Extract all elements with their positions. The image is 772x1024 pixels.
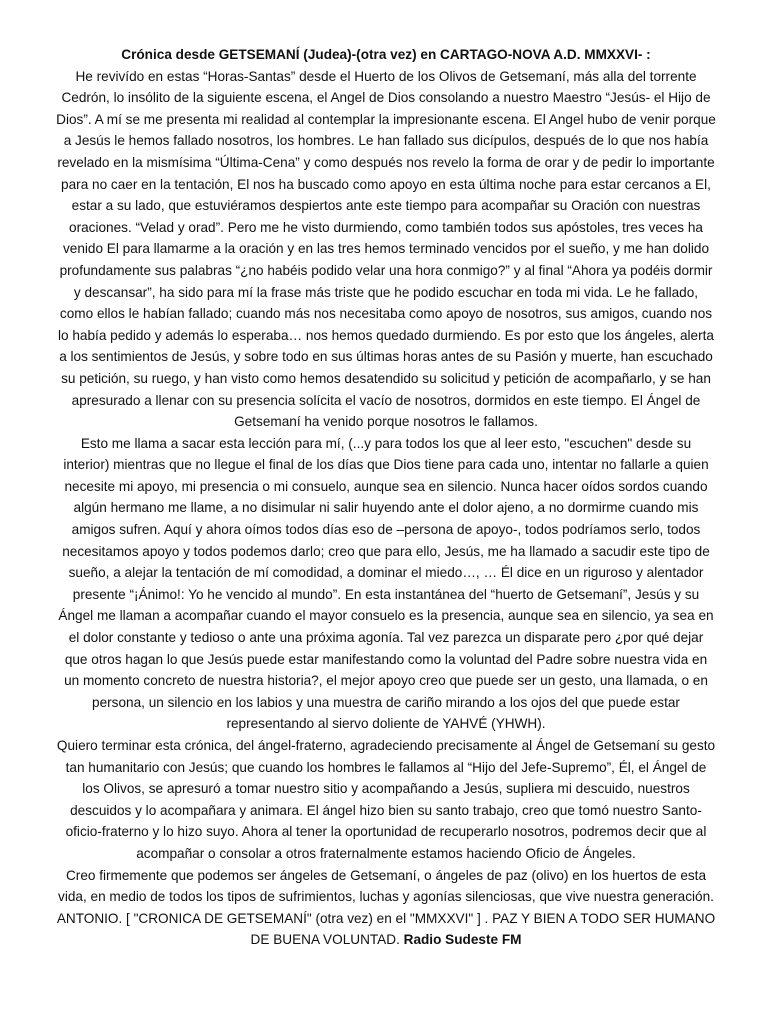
document-page bbox=[56, 44, 716, 951]
paragraph-3: Quiero terminar esta crónica, del ángel-fraterno, agradeciendo precisamente al Ángel de Getsemaní su gesto tan humanitario con Jesús; que cuando los hombres le fallamos al “Hijo del Jefe-Supremo”, Él, el Ángel de los Olivos, se apresuró a tomar nuestro sitio y acompañando a Jesús, supliera mi descuido, nuestros descuidos y lo acompañara y animara. El ángel hizo bien su santo trabajo, creo que tomó nuestro Santo-oficio-fraterno y lo hizo suyo. Ahora al tener la oportunidad de recuperarlo nosotros, podremos decir que al acompañar o consolar a otros fraternalmente estamos haciendo Oficio de Ángeles. bbox=[56, 738, 716, 861]
closing-text: ANTONIO. [ "CRONICA DE GETSEMANÍ" (otra vez) en el "MMXXVI" ] . PAZ Y BIEN A TODO SER HUMANO DE BUENA VOLUNTAD. bbox=[56, 910, 716, 948]
paragraph-1: He revivído en estas “Horas-Santas” desde el Huerto de los Olivos de Getsemaní, más alla del torrente Cedrón, lo insólito de la siguiente escena, el Angel de Dios consolando a nuestro Maestro “Jesús- el Hijo de Dios”. A mí se me presenta mi realidad al contemplar la impresionante escena. El Angel hubo de venir porque a Jesús le hemos fallado nosotros, los hombres. Le han fallado sus dicípulos, después de lo que nos había revelado en la mismísima “Última-Cena” y como después nos revelo la forma de orar y de pedir lo importante para no caer en la tentación, El nos ha buscado como apoyo en esta última noche para estar cercanos a El, estar a su lado, que estuviéramos despiertos ante este tiempo para acompañar su Oración con nuestras oraciones. “Velad y orad”. Pero me he visto durmiendo, como también todos sus apóstoles, tres veces ha venido El para llamarme a la oración y en las tres hemos terminado vencidos por el sueño, y me han dolido profundamente sus palabras “¿no habéis podido velar una hora conmigo?” y al final “Ahora ya podéis dormir y descansar”, ha sido para mí la frase más triste que he podido escuchar en toda mi vida. Le he fallado, como ellos le habían fallado; cuando más nos necesitaba como apoyo de nosotros, sus amigos, cuando nos lo había pedido y además lo esperaba… nos hemos quedado durmiendo. Es por esto que los ángeles, alerta a los sentimientos de Jesús, y sobre todo en sus últimas horas antes de su Pasión y muerte, han escuchado su petición, su ruego, y han visto como hemos desatendido su solicitud y petición de acompañarlo, y se han apresurado a llenar con su presencia solícita el vacío de nosotros, dormidos en este tiempo. El Ángel de Getsemaní ha venido porque nosotros le fallamos. bbox=[56, 68, 716, 430]
paragraph-4: Creo firmemente que podemos ser ángeles de Getsemaní, o ángeles de paz (olivo) en los huertos de esta vida, en medio de todos los tipos de sufrimientos, luchas y agonías silenciosas, que vive nuestra generación. bbox=[58, 867, 714, 905]
closing-paragraph bbox=[56, 908, 716, 951]
closing-signature: Radio Sudeste FM bbox=[403, 932, 522, 948]
paragraph-2: Esto me llama a sacar esta lección para mí, (...y para todos los que al leer esto, "escuchen" desde su interior) mientras que no llegue el final de los días que Dios tiene para cada uno, intentar no fallarle a quien necesite mi apoyo, mi presencia o mi consuelo, aunque sea en silencio. Nunca hacer oídos sordos cuando algún hermano me llame, a no disimular ni salir huyendo ante el dolor ajeno, a no dormirme cuando mis amigos sufren. Aquí y ahora oímos todos días eso de –persona de apoyo-, todos podríamos serlo, todos necesitamos apoyo y todos podemos darlo; creo que para ello, Jesús, me ha llamado a sacudir este tipo de sueño, a alejar la tentación de mí comodidad, a dominar el miedo…, … Él dice en un riguroso y alentador presente “¡Ánimo!: Yo he vencido al mundo”. En esta instantánea del “huerto de Getsemaní”, Jesús y su Ángel me llaman a acompañar cuando el mayor consuelo es la presencia, aunque sea en silencio, ya sea en el dolor constante y tedioso o ante una próxima agonía. Tal vez parezca un disparate pero ¿por qué dejar que otros hagan lo que Jesús puede estar manifestando como la voluntad del Padre sobre nuestra vida en un momento concreto de nuestra historia?, el mejor apoyo creo que puede ser un gesto, una llamada, o en persona, un silencio en los labios y una muestra de cariño mirando a los ojos del que puede estar representando al siervo doliente de YAHVÉ (YHWH). bbox=[58, 435, 714, 732]
document-title: Crónica desde GETSEMANÍ (Judea)-(otra vez) en CARTAGO-NOVA A.D. MMXXVI- : bbox=[121, 47, 651, 62]
